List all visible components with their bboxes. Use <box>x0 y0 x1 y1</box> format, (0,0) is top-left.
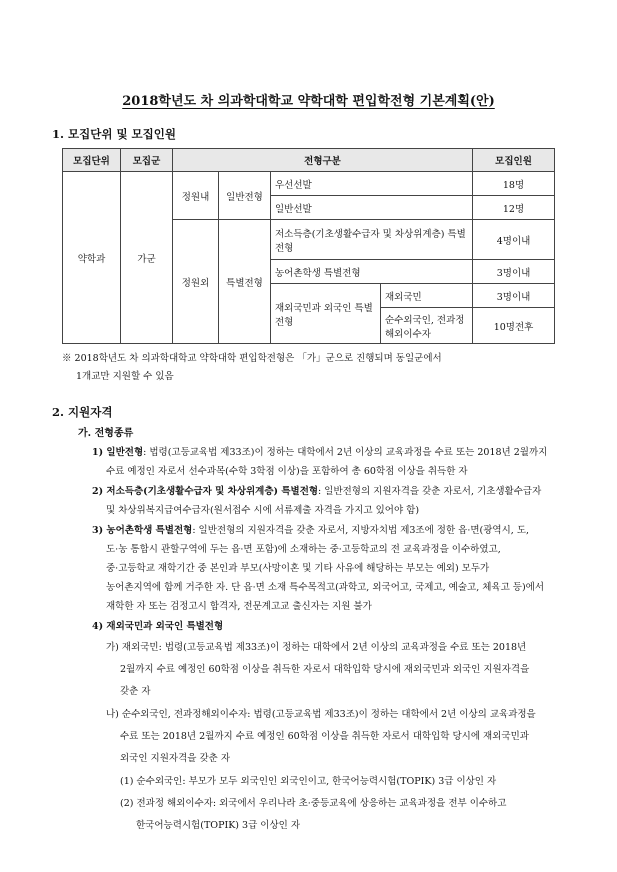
cell-row-name: 저소득층(기초생활수급자 및 차상위계층) 특별전형 <box>271 220 473 260</box>
subitem-2: (2) 전과정 해외이수자: 외국에서 우리나라 초·중등교육에 상응하는 교육과정을 전부 이수하고 <box>120 798 507 809</box>
document-title: 2018학년도 차 의과학대학교 약학대학 편입학전형 기본계획(안) <box>122 94 495 109</box>
subitem-2-cont: 한국어능력시험(TOPIK) 3급 이상인 자 <box>136 820 301 831</box>
item-3-text: 농어촌지역에 함께 거주한 자. 단 읍·면 소재 특수목적고(과학고, 외국어고, 국제고, 예술고, 체육고 등)에서 <box>106 582 545 593</box>
item-3 <box>92 521 544 616</box>
cell-row-name: 일반선발 <box>271 196 473 220</box>
note-line: ※ 2018학년도 차 의과학대학교 약학대학 편입학전형은 「가」군으로 진행되며 동일군에서 <box>62 353 442 364</box>
header-type: 전형구분 <box>173 149 473 172</box>
item-4-ga <box>106 637 529 703</box>
table-header-row <box>63 149 555 172</box>
item-2-title: 2) 저소득층(기초생활수급자 및 차상위계층) 특별전형 <box>92 486 319 497</box>
item-3-text: : 일반전형의 지원자격을 갖춘 자로서, 지방자치법 제3조에 정한 읍·면(광역시, 도, <box>192 525 530 536</box>
table-note <box>62 350 442 386</box>
cell-row-count: 12명 <box>473 196 555 220</box>
cell-row-name: 우선선발 <box>271 172 473 196</box>
item-1 <box>92 443 547 481</box>
item-3-text: 재학한 자 또는 검정고시 합격자, 전문계고교 출신자는 지원 불가 <box>106 601 372 612</box>
section-1-heading: 1. 모집단위 및 모집인원 <box>52 127 176 141</box>
cell-group: 가군 <box>121 172 173 344</box>
cell-unit: 약학과 <box>63 172 121 344</box>
header-group: 모집군 <box>121 149 173 172</box>
cell-row-count: 3명이내 <box>473 284 555 308</box>
header-unit: 모집단위 <box>63 149 121 172</box>
header-count: 모집인원 <box>473 149 555 172</box>
cell-row-name: 재외국민 <box>381 284 473 308</box>
cell-row-name: 순수외국인, 전과정해외이수자 <box>381 308 473 344</box>
cell-special-type: 특별전형 <box>219 220 271 344</box>
cell-regular: 정원내 <box>173 172 219 220</box>
item-4-na-subitems <box>120 771 506 837</box>
cell-row-count: 3명이내 <box>473 260 555 284</box>
item-4-ga-text: 가) 재외국민: 법령(고등교육법 제33조)이 정하는 대학에서 2년 이상의 교육과정을 수료 또는 2018년 <box>106 642 527 653</box>
item-1-text: : 법령(고등교육법 제33조)이 정하는 대학에서 2년 이상의 교육과정을 수료 또는 2018년 2월까지 <box>143 447 548 458</box>
recruitment-table <box>62 148 555 344</box>
item-4-ga-text: 갖춘 자 <box>120 686 151 697</box>
item-3-text: 중·고등학교 재학기간 중 본인과 부모(사망이혼 및 기타 사유에 해당하는 부모는 예외) 모두가 <box>106 563 490 574</box>
item-4-na <box>106 704 536 770</box>
item-3-text: 도·농 통합시 관할구역에 두는 읍·면 포함)에 소재하는 중·고등학교의 전 교육과정을 이수하였고, <box>106 544 501 555</box>
section-2-heading: 2. 지원자격 <box>52 405 113 419</box>
cell-row-count: 18명 <box>473 172 555 196</box>
cell-extra: 정원외 <box>173 220 219 344</box>
subitem-1: (1) 순수외국인: 부모가 모두 외국인인 외국인이고, 한국어능력시험(TOPIK) 3급 이상인 자 <box>120 776 497 787</box>
item-2-text: 및 차상위복지급여수급자(원서접수 시에 서류제출 자격을 가지고 있어야 함) <box>106 505 420 516</box>
cell-row-count: 10명전후 <box>473 308 555 344</box>
item-1-title: 1) 일반전형 <box>92 447 144 458</box>
item-4-na-text: 나) 순수외국인, 전과정해외이수자: 법령(고등교육법 제33조)이 정하는 대학에서 2년 이상의 교육과정을 <box>106 709 536 720</box>
cell-row-name: 농어촌학생 특별전형 <box>271 260 473 284</box>
cell-row-count: 4명이내 <box>473 220 555 260</box>
item-4-na-text: 수료 또는 2018년 2월까지 수료 예정인 60학점 이상을 취득한 자로서 대학입학 당시에 재외국민과 <box>120 731 529 742</box>
item-2-text: : 일반전형의 지원자격을 갖춘 자로서, 기초생활수급자 <box>318 486 542 497</box>
table-row <box>63 172 555 196</box>
subsection-heading: 가. 전형종류 <box>78 428 134 439</box>
item-4-title <box>92 617 223 636</box>
cell-general-type: 일반전형 <box>219 172 271 220</box>
item-3-title: 3) 농어촌학생 특별전형 <box>92 525 193 536</box>
item-4-ga-text: 2월까지 수료 예정인 60학점 이상을 취득한 자로서 대학입학 당시에 재외국민과 외국인 지원자격을 <box>120 664 530 675</box>
item-1-text: 수료 예정인 자로서 선수과목(수학 3학점 이상)을 포함하여 총 60학점 이상을 취득한 자 <box>106 466 468 477</box>
item-2 <box>92 482 541 520</box>
cell-foreign-label: 재외국민과 외국인 특별전형 <box>271 284 381 344</box>
item-4-title-text: 4) 재외국민과 외국인 특별전형 <box>92 621 224 632</box>
note-line: 1개교만 지원할 수 있음 <box>76 371 174 382</box>
item-4-na-text: 외국인 지원자격을 갖춘 자 <box>120 753 231 764</box>
